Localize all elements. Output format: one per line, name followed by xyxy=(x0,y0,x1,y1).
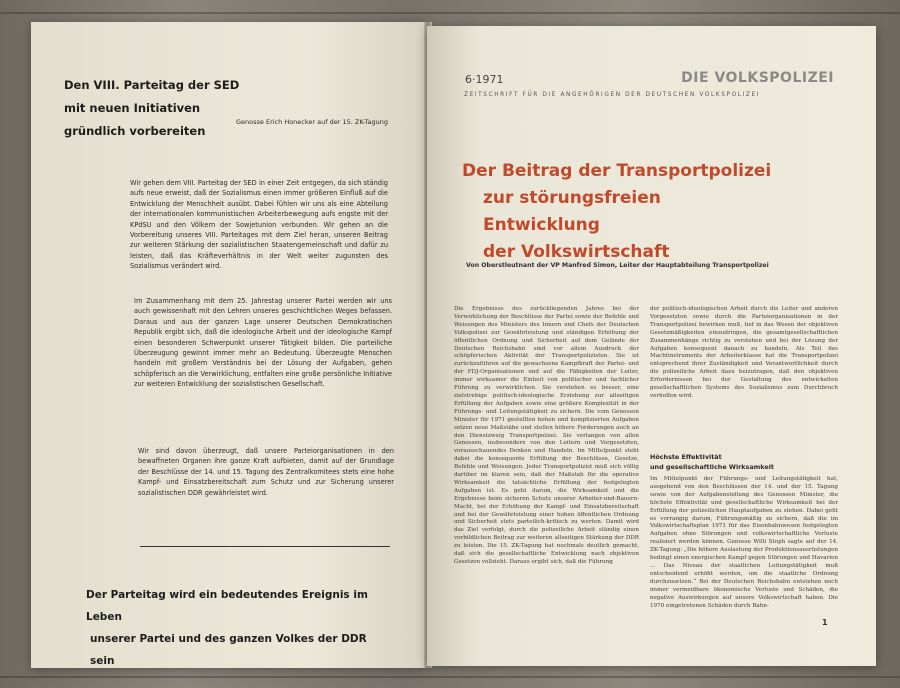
issue-number: 6·1971 xyxy=(465,73,504,86)
table-plank-line xyxy=(0,676,900,678)
left-page-footer xyxy=(86,584,386,672)
footer-line: unserer Partei und des ganzen Volkes der DDR sein xyxy=(90,633,367,667)
title-line: Den VIII. Parteitag der SED xyxy=(64,78,240,92)
left-page-byline: Genosse Erich Honecker auf der 15. ZK-Tagung xyxy=(236,118,389,126)
subhead-line: Höchste Effektivität xyxy=(650,453,722,461)
masthead-logo: DIE VOLKSPOLIZEI xyxy=(681,70,834,86)
article-column-2a: der politisch-ideologischen Arbeit durch die Leiter und anderen Vorgesetzten sowie durch die Parteiorganisationen in der Transportpolizei bewirken muß, tief in das Wesen der objektiven Gesetzmäßigkeiten einzudringen, die gesamtgesellschaftlichen Zusammenhänge richtig zu verstehen und bei der Lösung der Aufgaben konsequent danach zu handeln. Als Teil des Machtinstruments der Arbeiterklasse hat die Transportpolizei entsprechend ihrer Zuständigkeit und Verantwortlichkeit durch die polizeiliche Arbeit dazu beizutragen, daß den objektiven Erfordernissen bei der Gestaltung des entwickelten gesellschaftlichen Systems des Sozialismus zum Durchbruch verholfen wird. xyxy=(650,306,838,399)
headline-line: zur störungsfreien Entwicklung xyxy=(483,188,661,235)
masthead-subtitle: ZEITSCHRIFT FÜR DIE ANGEHÖRIGEN DER DEUTSCHEN VOLKSPOLIZEI xyxy=(464,92,761,98)
article-subheading xyxy=(650,452,840,472)
subhead-line: und gesellschaftliche Wirksamkeit xyxy=(650,463,774,471)
table-plank-line xyxy=(0,12,900,14)
left-paragraph-3: Wir sind davon überzeugt, daß unsere Parteiorganisationen in den bewaffneten Organen ihre ganze Kraft aufbieten, damit auf der Grundlage der Beschlüsse der 14. und 15. Tagung des Zentralkomitees stets eine hohe Kampf- und Einsatzbereitschaft zum Schutz und zur Sicherung unserer sozialistischen DDR gewährleistet wird. xyxy=(138,447,394,497)
article-author: Von Oberstleutnant der VP Manfred Simon, Leiter der Hauptabteilung Transportpolizei xyxy=(466,262,769,269)
title-line: mit neuen Initiativen xyxy=(64,101,201,115)
headline-line: Der Beitrag der Transportpolizei xyxy=(462,161,772,181)
left-divider-rule xyxy=(140,546,390,547)
article-column-2b: Im Mittelpunkt der Führungs- und Leitungstätigkeit hat, ausgehend von den Beschlüssen der 14. und der 15. Tagung sowie von der Aufgabenstellung des Genossen Minister, die höchste Effektivität und gesellschaftliche Wirksamkeit bei der Erfüllung der polizeilichen Hauptaufgaben zu stehen. Dabei geht es vorrangig darum, Führungsmäßig zu sichern, daß die im Volkswirtschaftsplan 1971 für das Eisenbahnwesen festgelegten Aufgaben ohne Störungen und volkswirtschaftliche Verluste realisiert werden können. Genosse Willi Stoph sagte auf der 14. ZK-Tagung: „Die höhere Auslastung der Produktionsausrüstungen bedingt einen energischen Kampf gegen Störungen und Havarien ... Das Niveau der staatlichen Leitungstätigkeit muß entscheidend erhöht werden, um die staatliche Ordnung durchzusetzen.“ Bei der Deutschen Reichsbahn entstehen noch immer vermeidbare ökonomische Verluste und Schäden, die negative Auswirkungen auf unsere Volkswirtschaft haben. Die 1970 eingetretenen Schäden durch Bahn- xyxy=(650,476,838,609)
left-paragraph-1: Wir gehen dem VIII. Parteitag der SED in einer Zeit entgegen, da sich ständig aufs neue erweist, daß der Sozialismus einen immer größeren Einfluß auf die Entwicklung der Menschheit ausübt. Dabei fühlen wir uns als eine Abteilung der internationalen kommunistischen Arbeiterbewegung aufs engste mit der KPdSU und den Völkern der Sowjetunion verbunden. Wir gehen an die Vorbereitung unseres VIII. Parteitages mit dem Ziel heran, unseren Beitrag zur weiteren Stärkung der sozialistischen Staatengemeinschaft und dafür zu leisten, daß das Kräfteverhältnis in der Welt weiter zugunsten des Sozialismus verändert wird. xyxy=(130,179,388,271)
title-line: gründlich vorbereiten xyxy=(64,124,206,138)
article-headline xyxy=(462,158,782,266)
footer-line: Der Parteitag wird ein bedeutendes Ereignis im Leben xyxy=(86,589,368,623)
left-paragraph-2: Im Zusammenhang mit dem 25. Jahrestag unserer Partei werden wir uns auch gewissenhaft mit den Lehren unseres geschichtlichen Weges befassen. Daraus und aus der ganzen Lage unserer Deutschen Demokratischen Republik ergibt sich, daß die ideologische Arbeit und der ideologische Kampf einen besonderen Schwerpunkt unserer Tätigkeit bilden. Die parteiliche Überzeugung gewinnt immer mehr an Bedeutung. Überzeugte Menschen handeln mit großem Verständnis bei der Lösung der Aufgaben, gehen schöpferisch an die Verwirklichung, entfalten eine große persönliche Initiative zur weiteren Entwicklung der sozialistischen Gesellschaft. xyxy=(134,297,392,389)
article-column-1: Die Ergebnisse des zurückliegenden Jahres bei der Verwirklichung der Beschlüsse der Partei sowie der Befehle und Weisungen des Ministers des Innern und Chefs der Deutschen Volkspolizei zur Gewährleistung und ständigen Erhöhung der öffentlichen Ordnung und Sicherheit auf dem Gelände der Deutschen Reichsbahn sind vor allem Ausdruck der schöpferischen Aktivität der Transportpolizisten. Sie ist zurückzuführen auf die gewachsene Kampfkraft der Partei- und der FDJ-Organisationen und auf die Fähigkeiten der Leiter, immer wirksamer die Einheit von politischer und fachlicher Führung zu verwirklichen. Sie verstehen es besser, eine zielstrebige politisch-ideologische Erziehung zur allseitigen Erfüllung der Aufgaben sowie eine größere Komplexität in der Führungs- und Leitungstätigkeit zu sichern. Die vom Genossen Minister für 1971 gestellten hohen und komplizierten Aufgaben setzen neue Maßstäbe und stellen höhere Forderungen auch an den Dienstzweig Transportpolizei. Sie verlangen von allen Genossen, insbesondere von den Leitern und Vorgesetzten, vorausschauendes Denken und Handeln. Im Mittelpunkt steht dabei die konsequente Erfüllung der Beschlüsse, Gesetze, Befehle und Weisungen. Jeder Transportpolizist muß sich völlig darüber im klaren sein, daß der Maßstab für die operative Wirksamkeit die tatsächliche Erfüllung der festgelegten Aufgaben ist. Es geht darum, die Wirksamkeit und die Ergebnisse beim sicheren Schutz unserer Arbeiter-und-Bauern-Macht, bei der Erhöhung der Kampf- und Einsatzbereitschaft und bei der Gewährleistung einer hohen öffentlichen Ordnung und Sicherheit stets parteilich-kritisch zu werten. Damit wird das Ziel verfolgt, durch die polizeiliche Arbeit ständig einen vorbildlichen Beitrag zur weiteren allseitigen Stärkung der DDR zu leisten. Die 15. ZK-Tagung hat nochmals deutlich gemacht, daß sich die gesellschaftliche Entwicklung nach objektiven Gesetzen vollzieht. Daraus ergibt sich, daß die Führung xyxy=(454,306,639,565)
left-page-title xyxy=(64,74,244,143)
page-number: 1 xyxy=(822,618,828,627)
headline-line: der Volkswirtschaft xyxy=(483,242,670,262)
